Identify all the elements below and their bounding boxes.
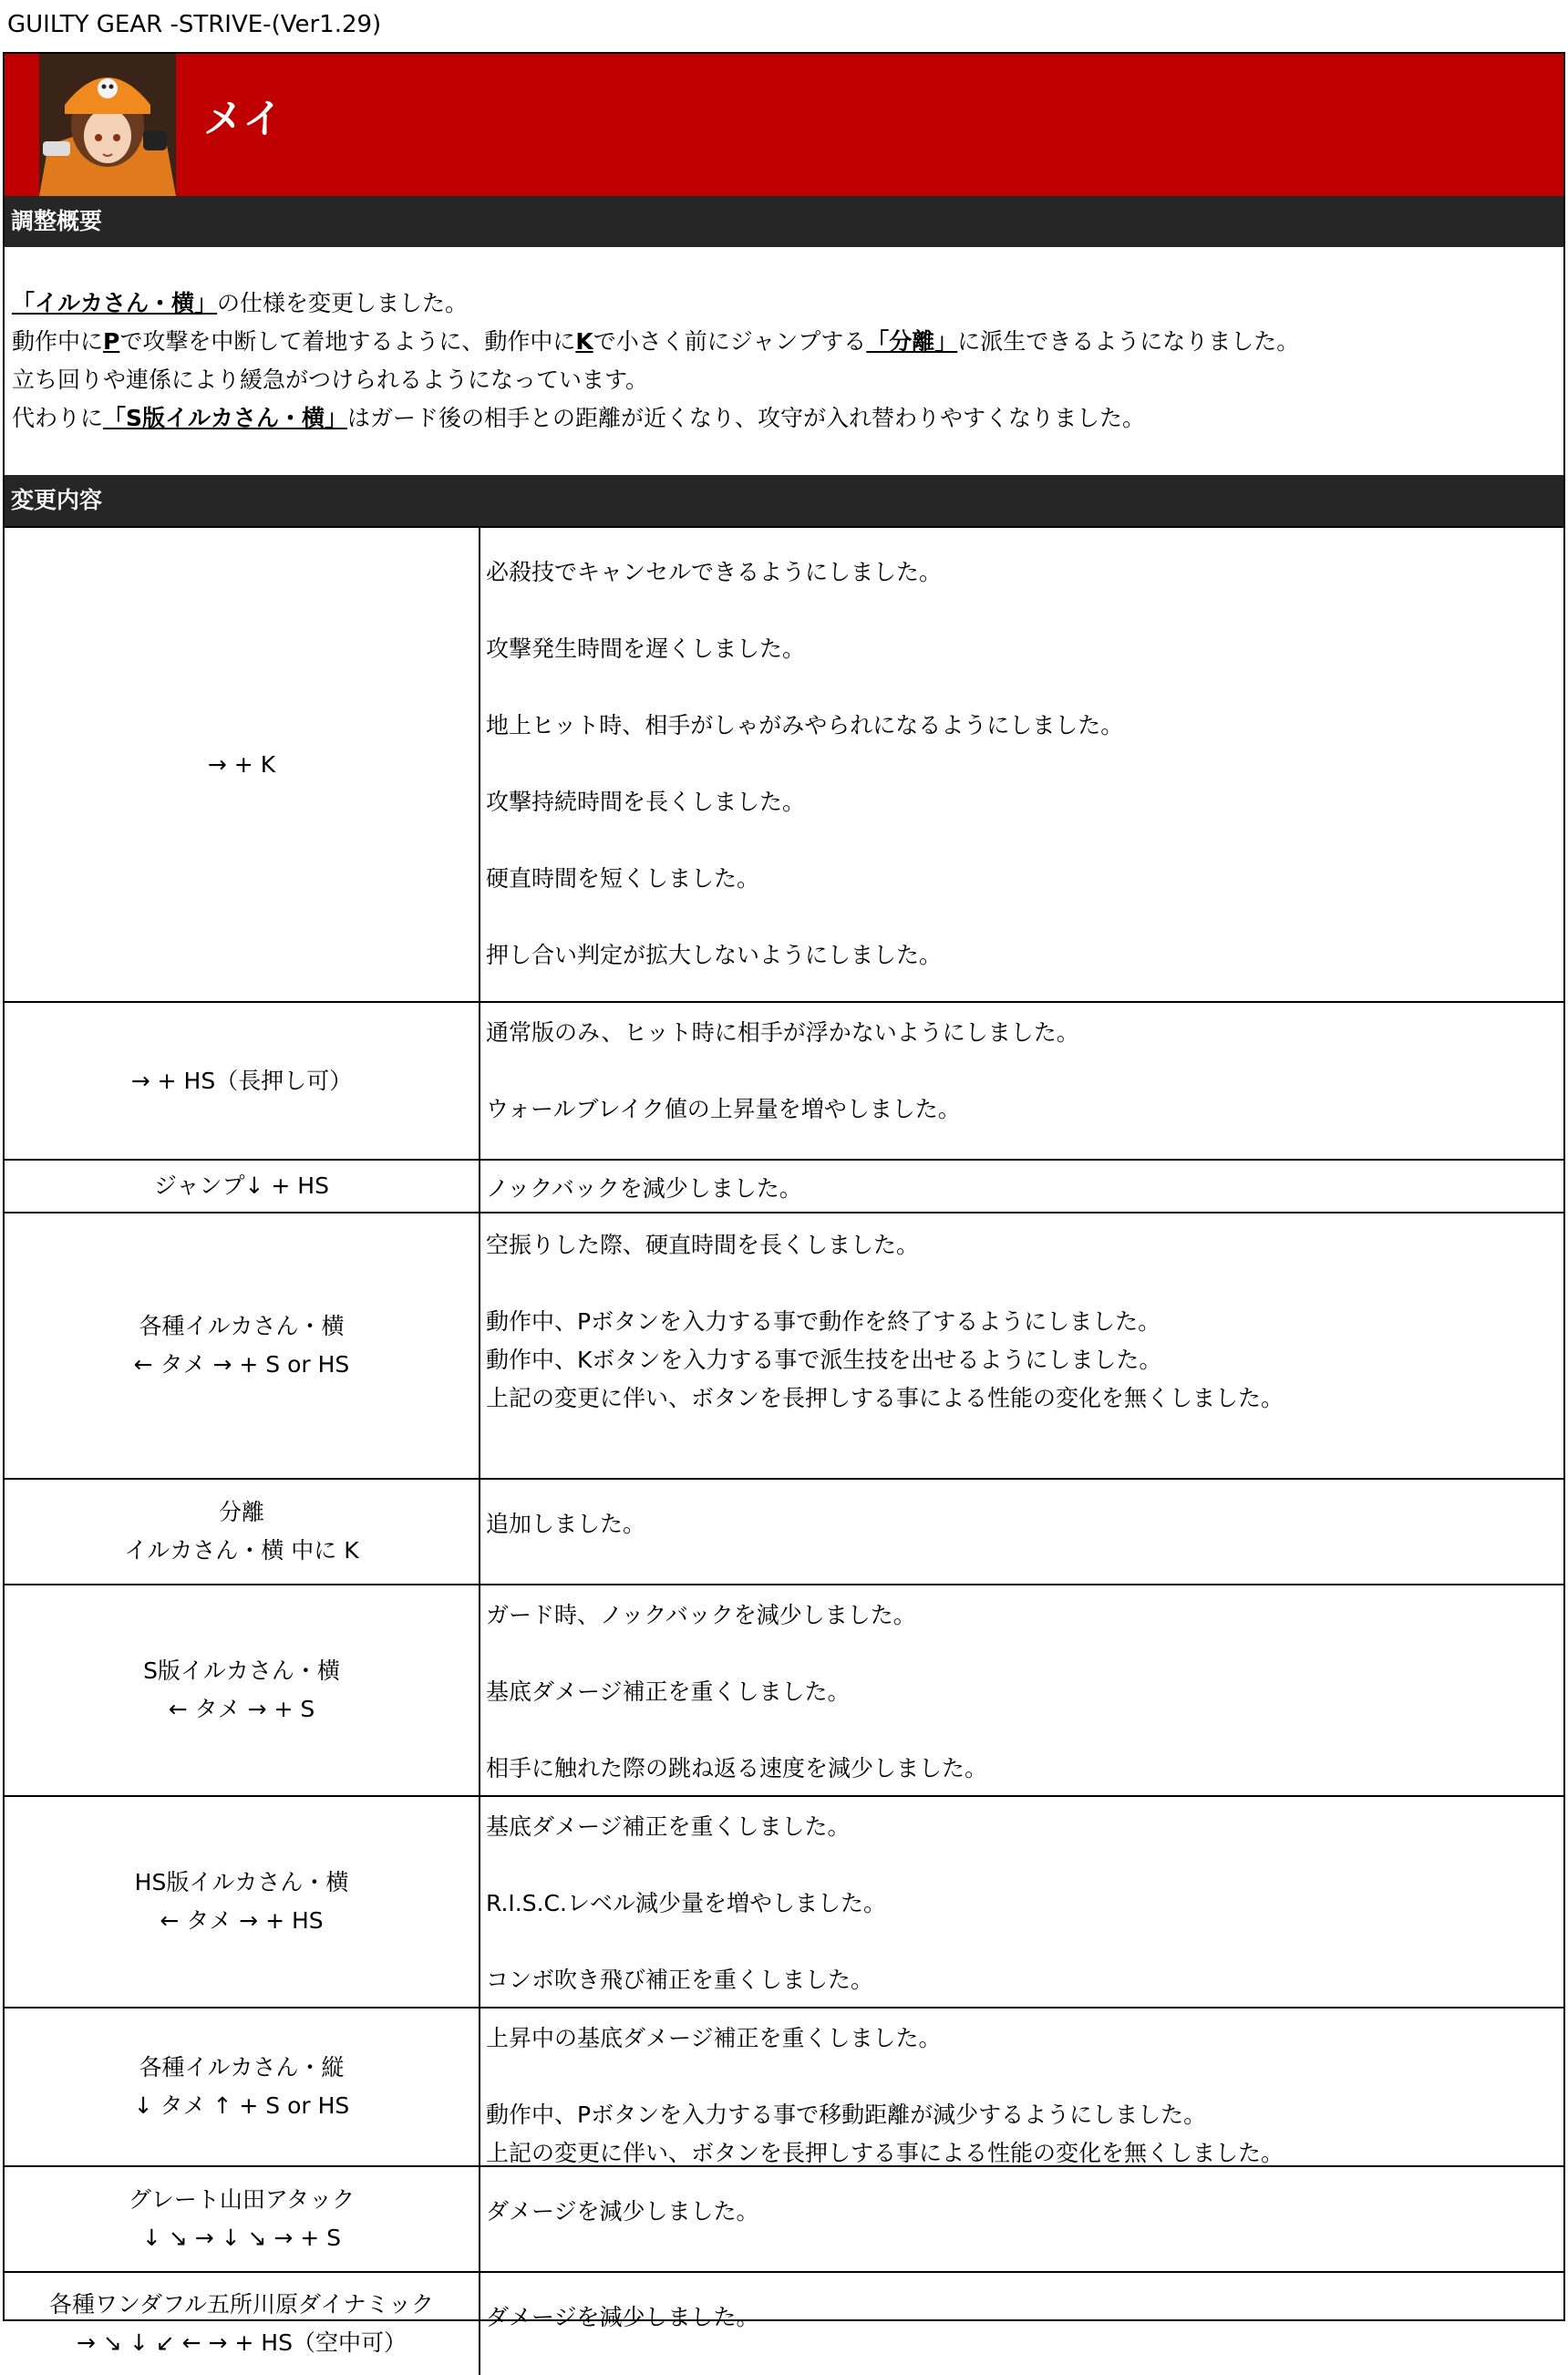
move-command-cell xyxy=(5,2008,479,2165)
change-description-cell xyxy=(486,2298,1553,2337)
summary-text: 動作中に xyxy=(12,328,104,355)
move-command-line: イルカさん・横 中に K xyxy=(124,1537,359,1564)
change-line: 上昇中の基底ダメージ補正を重くしました。 xyxy=(486,2025,942,2051)
change-line: 空振りした際、硬直時間を長くしました。 xyxy=(486,1232,920,1258)
change-line xyxy=(486,1711,1553,1750)
column-divider xyxy=(479,1585,480,1795)
change-row xyxy=(5,1001,1563,1159)
move-command-line: HS版イルカさん・横 xyxy=(134,1869,349,1895)
move-command-line: 各種ワンダフル五所川原ダイナミック xyxy=(48,2291,434,2318)
move-command-line: → + HS（長押し可） xyxy=(130,1067,353,1094)
change-line: 相手に触れた際の跳ね返る速度を減少しました。 xyxy=(486,1755,988,1781)
move-command-line: 各種イルカさん・横 xyxy=(139,1313,345,1339)
change-description-cell xyxy=(486,1808,1553,1999)
change-line: 基底ダメージ補正を重くしました。 xyxy=(486,1678,851,1705)
summary-text: 代わりに xyxy=(12,405,104,431)
move-command-line: ジャンプ↓ + HS xyxy=(154,1172,329,1199)
change-line: 動作中、Pボタンを入力する事で動作を終了するようにしました。 xyxy=(486,1308,1161,1335)
change-row xyxy=(5,2165,1563,2271)
character-banner xyxy=(5,54,1563,196)
change-line xyxy=(486,745,1553,783)
change-line: ウォールブレイク値の上昇量を増やしました。 xyxy=(486,1096,961,1122)
change-line xyxy=(486,668,1553,707)
change-line: ノックバックを減少しました。 xyxy=(486,1175,802,1202)
column-divider xyxy=(479,2167,480,2271)
change-line: 通常版のみ、ヒット時に相手が浮かないようにしました。 xyxy=(486,1019,1079,1046)
skill-keyword: 「分離」 xyxy=(866,328,958,355)
change-line: ダメージを減少しました。 xyxy=(486,2198,759,2225)
change-line: R.I.S.C.レベル減少量を増やしました。 xyxy=(486,1890,886,1916)
move-command-cell xyxy=(5,1797,479,2007)
summary-line xyxy=(12,323,1553,361)
change-line: 押し合い判定が拡大しないようにしました。 xyxy=(486,942,943,968)
summary-section xyxy=(12,284,1553,438)
change-line: 基底ダメージ補正を重くしました。 xyxy=(486,1813,851,1840)
change-line: コンボ吹き飛び補正を重くしました。 xyxy=(486,1967,874,1993)
move-command-line: グレート山田アタック xyxy=(128,2186,356,2213)
change-line xyxy=(486,1846,1553,1885)
move-command-cell xyxy=(5,528,479,1001)
change-line: 硬直時間を短くしました。 xyxy=(486,865,760,892)
change-line xyxy=(486,821,1553,860)
change-row xyxy=(5,1159,1563,1212)
button-keyword: P xyxy=(103,328,120,355)
change-line xyxy=(486,592,1553,630)
change-line: 動作中、Pボタンを入力する事で移動距離が減少するようにしました。 xyxy=(486,2101,1207,2128)
summary-line xyxy=(12,361,1553,399)
change-row xyxy=(5,1584,1563,1795)
column-divider xyxy=(479,1161,480,1212)
move-command-cell xyxy=(5,2167,479,2271)
change-description-cell xyxy=(486,2193,1553,2231)
change-description-cell xyxy=(486,1170,1553,1208)
move-command-line: 分離 xyxy=(218,1499,264,1525)
column-divider xyxy=(479,1003,480,1159)
may-portrait-icon xyxy=(39,54,176,196)
move-command-line: ↓ ↘ → ↓ ↘ → + S xyxy=(141,2225,342,2251)
summary-text: 立ち回りや連係により緩急がつけられるようになっています。 xyxy=(12,367,649,393)
change-row xyxy=(5,2271,1563,2375)
move-command-line: → + K xyxy=(207,750,276,778)
change-row xyxy=(5,1212,1563,1478)
change-row xyxy=(5,1478,1563,1584)
change-line: 上記の変更に伴い、ボタンを長押しする事による性能の変化を無くしました。 xyxy=(486,2140,1284,2166)
change-line: 必殺技でキャンセルできるようにしました。 xyxy=(486,559,943,585)
button-keyword: K xyxy=(575,328,593,355)
move-command-cell xyxy=(5,2273,479,2375)
change-line xyxy=(486,1635,1553,1673)
summary-text: はガード後の相手との距離が近くなり、攻守が入れ替わりやすくなりました。 xyxy=(347,405,1146,431)
move-command-cell xyxy=(5,1480,479,1584)
change-row xyxy=(5,1795,1563,2007)
column-divider xyxy=(479,2008,480,2165)
change-line: 上記の変更に伴い、ボタンを長押しする事による性能の変化を無くしました。 xyxy=(486,1385,1284,1411)
change-description-cell xyxy=(486,553,1553,975)
move-command-line: 各種イルカさん・縦 xyxy=(139,2054,345,2081)
change-line: 追加しました。 xyxy=(486,1511,646,1537)
move-command-line: S版イルカさん・横 xyxy=(143,1657,340,1684)
change-description-cell xyxy=(486,1014,1553,1129)
document-title: GUILTY GEAR -STRIVE-(Ver1.29) xyxy=(7,11,382,38)
change-description-cell xyxy=(486,1505,1553,1544)
summary-line xyxy=(12,284,1553,323)
column-divider xyxy=(479,528,480,1001)
move-command-cell xyxy=(5,1213,479,1478)
changes-heading: 変更内容 xyxy=(5,475,1563,526)
summary-text: で小さく前にジャンプする xyxy=(593,328,867,355)
change-row xyxy=(5,526,1563,1001)
summary-text: の仕様を変更しました。 xyxy=(217,290,469,316)
change-line: 攻撃持続時間を長くしました。 xyxy=(486,789,806,815)
column-divider xyxy=(479,1480,480,1584)
column-divider xyxy=(479,1213,480,1478)
summary-heading: 調整概要 xyxy=(5,196,1563,247)
change-line xyxy=(486,1265,1553,1303)
change-line xyxy=(486,898,1553,936)
character-name: メイ xyxy=(203,96,284,142)
move-command-line: ← タメ → + S xyxy=(168,1696,315,1722)
change-line: 攻撃発生時間を遅くしました。 xyxy=(486,635,806,662)
summary-text: に派生できるようになりました。 xyxy=(957,328,1300,355)
patch-note-frame xyxy=(3,52,1565,2356)
change-line: 動作中、Kボタンを入力する事で派生技を出せるようにしました。 xyxy=(486,1347,1162,1373)
move-command-line: → ↘ ↓ ↙ ← → + HS（空中可） xyxy=(77,2329,407,2356)
summary-line xyxy=(12,399,1553,438)
move-command-cell xyxy=(5,1585,479,1795)
change-description-cell xyxy=(486,1226,1553,1418)
column-divider xyxy=(479,2273,480,2375)
move-command-line: ↓ タメ ↑ + S or HS xyxy=(133,2092,350,2119)
move-command-cell xyxy=(5,1003,479,1159)
change-description-cell xyxy=(486,2019,1553,2173)
column-divider xyxy=(479,1797,480,2007)
change-line xyxy=(486,1923,1553,1961)
change-row xyxy=(5,2007,1563,2165)
change-line: 地上ヒット時、相手がしゃがみやられになるようにしました。 xyxy=(486,712,1124,738)
change-line: ガード時、ノックバックを減少しました。 xyxy=(486,1602,916,1628)
skill-keyword: 「イルカさん・横」 xyxy=(12,290,218,316)
summary-text: で攻撃を中断して着地するように、動作中に xyxy=(119,328,576,355)
change-line xyxy=(486,1052,1553,1090)
move-command-cell xyxy=(5,1161,479,1212)
move-command-line: ← タメ → + S or HS xyxy=(133,1351,350,1378)
change-line: ダメージを減少しました。 xyxy=(486,2304,759,2330)
skill-keyword: 「S版イルカさん・横」 xyxy=(103,405,348,431)
change-line xyxy=(486,2058,1553,2096)
change-description-cell xyxy=(486,1596,1553,1788)
move-command-line: ← タメ → + HS xyxy=(160,1907,324,1934)
